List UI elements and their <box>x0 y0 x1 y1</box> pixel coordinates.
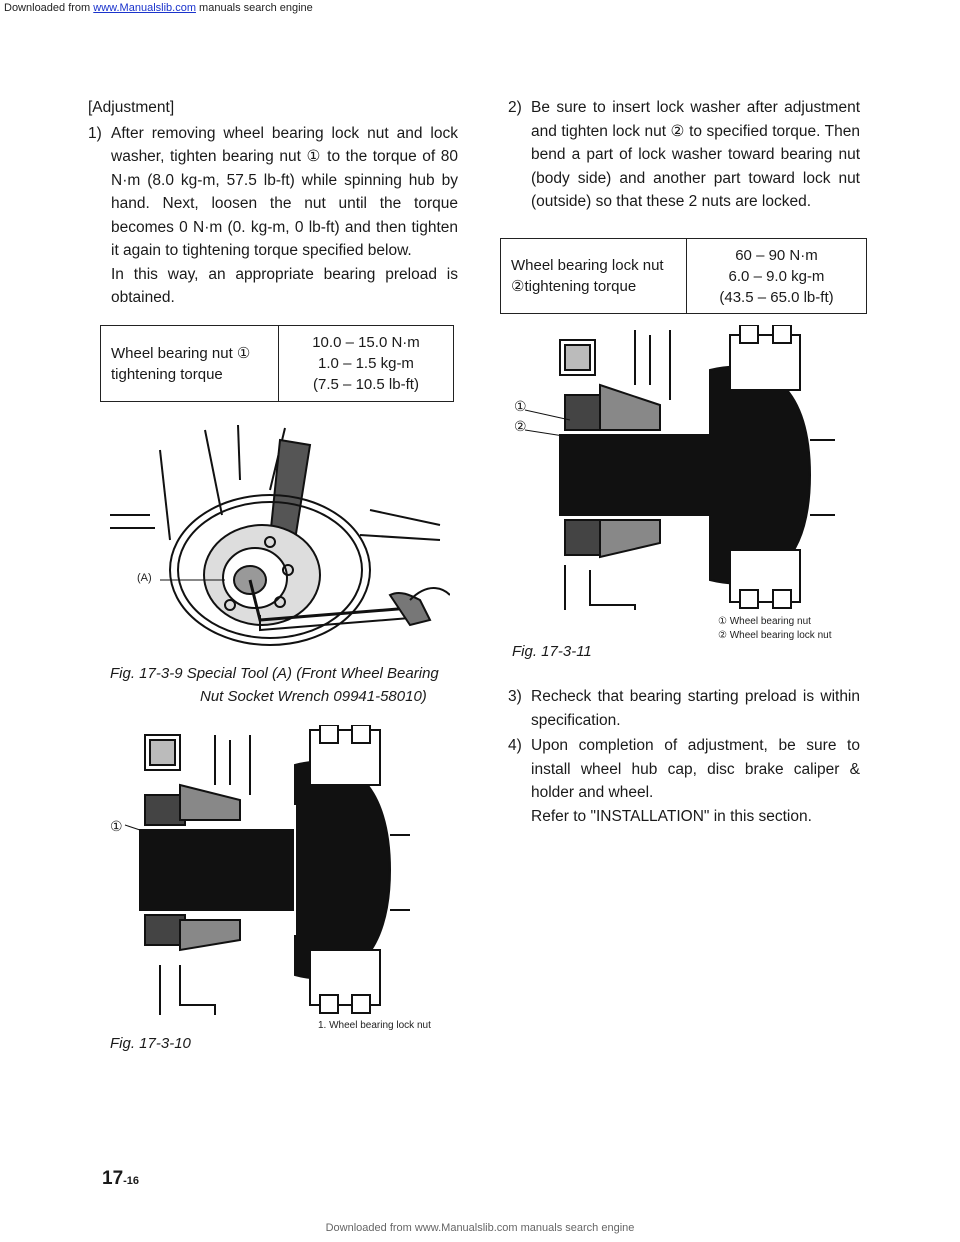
fig10-legend: 1. Wheel bearing lock nut <box>318 1020 431 1031</box>
fig11-legend-1: ① Wheel bearing nut <box>718 616 811 627</box>
bearing-nut-torque-table <box>100 325 454 402</box>
page-number-main: 17 <box>102 1168 124 1189</box>
step-3-number: 3) <box>508 688 522 705</box>
fig-17-3-9-caption <box>110 662 439 708</box>
lock-nut-torque-label <box>501 239 687 313</box>
lock-nut-torque-value <box>687 239 866 313</box>
fig-17-3-11-caption: Fig. 17-3-11 <box>512 643 592 660</box>
adjustment-heading: [Adjustment] <box>88 99 175 116</box>
step-2 <box>508 96 860 214</box>
spec1-label-line2: tightening torque <box>111 365 223 383</box>
page-number <box>102 1168 139 1190</box>
fig11-legend-2: ② Wheel bearing lock nut <box>718 630 832 641</box>
fig11-callout-1: ① <box>514 398 527 414</box>
step-2-text: Be sure to insert lock washer after adjustment and tighten lock nut ② to specified torque. Then bend a part of lock washer toward bearing nut (body side) and another part toward lock nut (outside) so that these 2 nuts are locked. <box>531 99 860 210</box>
step-3-text: Recheck that bearing starting preload is within specification. <box>531 688 860 729</box>
spec1-value-line2: 1.0 – 1.5 kg-m <box>318 355 414 372</box>
download-note <box>4 2 313 14</box>
step-4 <box>508 734 860 828</box>
spec2-label-line2: ②tightening torque <box>511 278 637 295</box>
step-1-text: After removing wheel bearing lock nut and lock washer, tighten bearing nut ① to the torque of 80 N·m (8.0 kg-m, 57.5 lb-ft) while spinning hub by hand. Next, loosen the nut until the torque becomes 0 N·m (0. kg-m, 0 lb-ft) and then tighten it again to tightening torque specified below. <box>111 124 458 259</box>
left-text-block <box>88 96 458 312</box>
download-suffix: manuals search engine <box>199 2 313 14</box>
step-1 <box>88 122 458 310</box>
right-text-block-top <box>508 96 860 216</box>
fig-17-3-11-hub-cross-section <box>525 325 835 610</box>
spec2-value-line1: 60 – 90 N·m <box>735 246 818 264</box>
manualslib-link[interactable]: www.Manualslib.com <box>93 2 196 14</box>
fig11-callout-2: ② <box>514 418 527 434</box>
fig-17-3-10-caption: Fig. 17-3-10 <box>110 1035 191 1052</box>
footer-note: Downloaded from www.Manualslib.com manuals search engine <box>325 1222 635 1234</box>
spec2-value-line3: (43.5 – 65.0 lb-ft) <box>719 288 834 306</box>
fig9-caption-line1: Fig. 17-3-9 Special Tool (A) (Front Wheel Bearing <box>110 665 439 682</box>
step-1-number: 1) <box>88 124 102 142</box>
bearing-nut-torque-value <box>279 326 453 401</box>
step-2-number: 2) <box>508 99 522 116</box>
fig9-caption-line2: Nut Socket Wrench 09941-58010) <box>200 688 427 705</box>
fig-17-3-9-wrench-illustration <box>110 420 450 650</box>
fig10-callout-1: ① <box>110 818 123 834</box>
step-3 <box>508 685 860 732</box>
fig9-callout-a: (A) <box>137 572 152 584</box>
download-prefix: Downloaded from <box>4 2 91 14</box>
spec1-value-line1: 10.0 – 15.0 N·m <box>312 334 420 351</box>
step-4-text: Upon completion of adjustment, be sure to install wheel hub cap, disc brake caliper & holder and wheel. <box>531 737 860 801</box>
lock-nut-torque-table <box>500 238 867 314</box>
spec2-value-line2: 6.0 – 9.0 kg-m <box>728 267 825 285</box>
fig-17-3-10-hub-cross-section <box>120 725 410 1015</box>
page-number-sub: -16 <box>123 1175 140 1187</box>
step-4-note: Refer to "INSTALLATION" in this section. <box>531 807 812 825</box>
right-text-block-bottom <box>508 685 860 830</box>
spec1-label-line1: Wheel bearing nut ① <box>111 344 251 362</box>
step-4-number: 4) <box>508 737 522 754</box>
step-1-note: In this way, an appropriate bearing preload is obtained. <box>111 265 458 306</box>
bearing-nut-torque-label <box>101 326 279 401</box>
spec1-value-line3: (7.5 – 10.5 lb-ft) <box>313 376 419 393</box>
spec2-label-line1: Wheel bearing lock nut <box>511 257 664 274</box>
